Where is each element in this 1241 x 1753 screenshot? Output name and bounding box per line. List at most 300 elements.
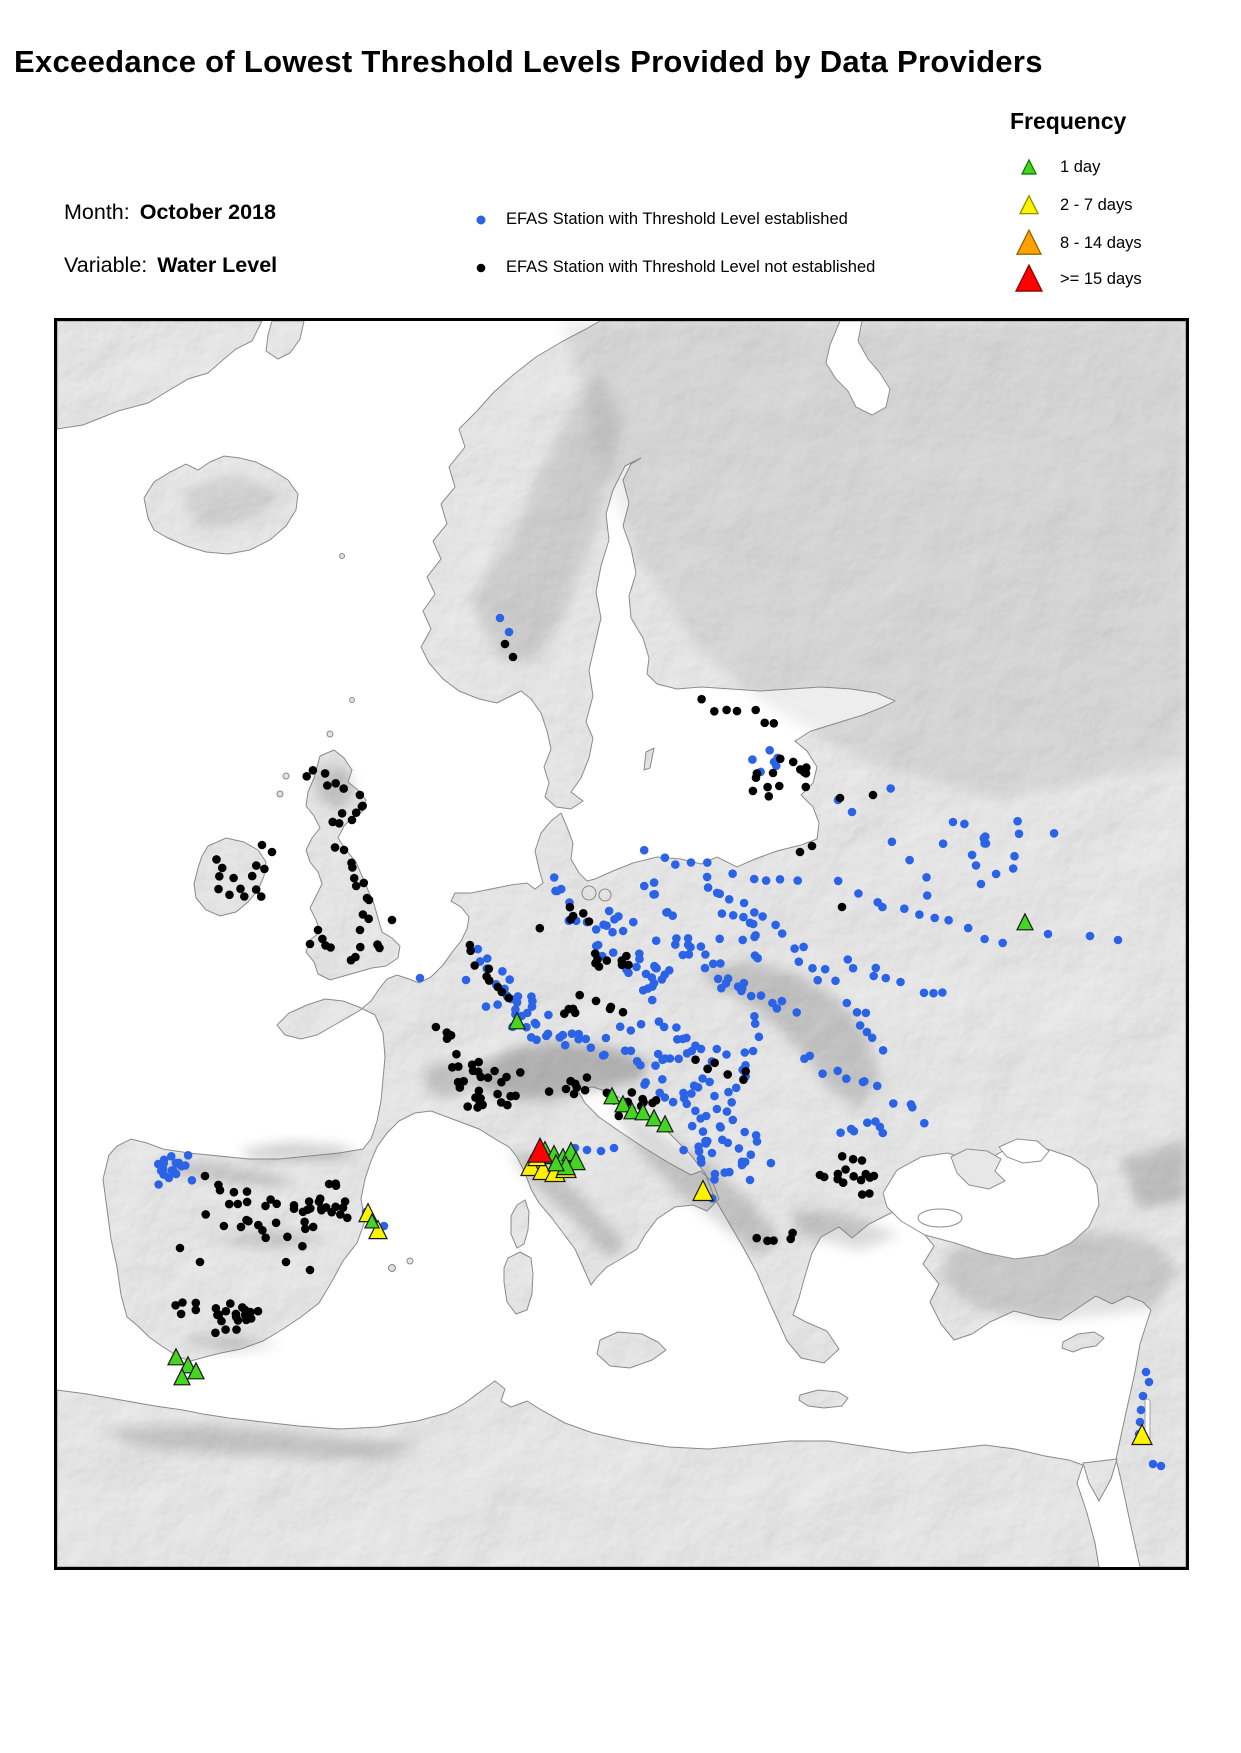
station-dot-established [738, 936, 747, 945]
station-dot-not-established [866, 1173, 875, 1182]
station-dot-not-established [710, 707, 719, 716]
station-dot-not-established [257, 892, 266, 901]
station-dot-established [949, 818, 958, 827]
frequency-item-2-7days [1007, 188, 1132, 222]
station-dot-established [848, 808, 857, 817]
station-dot-established [652, 936, 661, 945]
station-dot-established [685, 950, 694, 959]
station-dot-established [559, 1031, 568, 1040]
legend-station-not-established [470, 254, 875, 280]
station-dot-established [1137, 1406, 1146, 1415]
station-dot-not-established [282, 1258, 291, 1267]
station-dot-established [600, 1051, 609, 1060]
station-dot-established [542, 1032, 551, 1041]
station-dot-not-established [470, 961, 479, 970]
station-dot-not-established [741, 1067, 750, 1076]
station-dot-established [725, 895, 734, 904]
station-dot-established [758, 912, 767, 921]
station-dot-not-established [302, 772, 311, 781]
station-dot-established [493, 1000, 502, 1009]
station-dot-not-established [869, 791, 878, 800]
station-dot-established [704, 883, 713, 892]
legend-station-established-label: EFAS Station with Threshold Level established [506, 209, 848, 228]
station-dot-established [751, 1019, 760, 1028]
station-dot-established [636, 1061, 645, 1070]
station-dot-established [599, 920, 608, 929]
station-dot-established [833, 1067, 842, 1076]
station-dot-established [1013, 817, 1022, 826]
station-dot-not-established [566, 1077, 575, 1086]
station-dot-established [746, 1176, 755, 1185]
station-dot-not-established [583, 1073, 592, 1082]
station-dot-established [834, 877, 843, 886]
station-dot-established [723, 1107, 732, 1116]
station-dot-established [847, 1125, 856, 1134]
station-dot-not-established [328, 818, 337, 827]
station-dot-established [574, 1035, 583, 1044]
orange-triangle-icon [1007, 226, 1051, 260]
station-dot-not-established [314, 926, 323, 935]
station-dot-established [703, 858, 712, 867]
station-dot-established [627, 1026, 636, 1035]
station-dot-not-established [485, 976, 494, 985]
station-dot-not-established [225, 891, 234, 900]
station-dot-established [792, 1008, 801, 1017]
station-dot-established [907, 1100, 916, 1109]
station-dot-not-established [232, 1310, 241, 1319]
month-row [64, 200, 276, 225]
station-dot-established [609, 948, 618, 957]
station-dot-established [749, 1047, 758, 1056]
station-dot-not-established [252, 861, 261, 870]
station-dot-not-established [306, 940, 315, 949]
station-dot-established [690, 1081, 699, 1090]
station-dot-not-established [326, 943, 335, 952]
station-dot-established [889, 1099, 898, 1108]
station-dot-not-established [575, 991, 584, 1000]
blue-dot-icon [470, 206, 492, 232]
station-dot-established [741, 1048, 750, 1057]
station-dot-established [750, 908, 759, 917]
station-dot-established [727, 1098, 736, 1107]
station-dot-established [167, 1166, 176, 1175]
station-dot-not-established [591, 959, 600, 968]
station-dot-not-established [252, 885, 261, 894]
station-dot-established [660, 970, 669, 979]
station-dot-not-established [648, 1099, 657, 1108]
station-dot-established [938, 988, 947, 997]
station-dot-not-established [358, 802, 367, 811]
station-dot-not-established [443, 1034, 452, 1043]
station-dot-not-established [258, 841, 267, 850]
station-dot-established [886, 784, 895, 793]
frequency-item-2-7days-label: 2 - 7 days [1060, 195, 1133, 214]
station-dot-established [753, 954, 762, 963]
station-dot-established [531, 1019, 540, 1028]
station-dot-established [765, 746, 774, 755]
station-dot-established [705, 1078, 714, 1087]
station-dot-established [474, 945, 483, 954]
station-dot-established [964, 924, 973, 933]
station-dot-established [873, 1082, 882, 1091]
station-dot-not-established [230, 1188, 239, 1197]
station-dot-established [629, 918, 638, 927]
station-dot-not-established [272, 1200, 281, 1209]
station-dot-not-established [857, 1176, 866, 1185]
station-dot-not-established [268, 848, 277, 857]
station-dot-established [868, 1034, 877, 1043]
landmass-layer [57, 321, 1186, 1567]
station-dot-established [878, 903, 887, 912]
station-dot-established [853, 1008, 862, 1017]
station-dot-established [720, 1168, 729, 1177]
station-dot-established [773, 1004, 782, 1013]
station-dot-not-established [321, 769, 330, 778]
station-dot-not-established [238, 1303, 247, 1312]
station-dot-not-established [192, 1299, 201, 1308]
red-triangle-icon [1007, 262, 1051, 296]
station-dot-not-established [493, 1090, 502, 1099]
station-dot-not-established [739, 1075, 748, 1084]
station-dot-established [661, 853, 670, 862]
station-dot-not-established [858, 1156, 867, 1165]
station-dot-not-established [502, 1073, 511, 1082]
station-dot-not-established [753, 769, 762, 778]
station-dot-not-established [352, 882, 361, 891]
station-dot-established [699, 1127, 708, 1136]
station-dot-established [831, 977, 840, 986]
station-dot-not-established [232, 1325, 241, 1334]
station-dot-not-established [303, 1205, 312, 1214]
station-dot-established [553, 887, 562, 896]
station-dot-not-established [242, 1316, 251, 1325]
station-dot-established [900, 904, 909, 913]
station-dot-established [856, 1021, 865, 1030]
station-dot-established [750, 1012, 759, 1021]
frequency-item-15days-label: >= 15 days [1060, 269, 1142, 288]
station-dot-established [165, 1174, 174, 1183]
station-dot-established [799, 943, 808, 952]
station-dot-established [482, 1002, 491, 1011]
station-dot-established [977, 880, 986, 889]
station-dot-established [513, 998, 522, 1007]
station-dot-established [724, 1088, 733, 1097]
station-dot-not-established [365, 896, 374, 905]
station-dot-not-established [571, 1009, 580, 1018]
station-dot-established [735, 1144, 744, 1153]
station-dot-established [1142, 1368, 1151, 1377]
station-dot-established [740, 1128, 749, 1137]
frequency-item-1day-label: 1 day [1060, 157, 1101, 176]
station-dot-established [755, 1033, 764, 1042]
station-dot-not-established [301, 1225, 310, 1234]
station-dot-established [920, 1119, 929, 1128]
station-dot-not-established [348, 816, 357, 825]
station-dot-not-established [290, 1201, 299, 1210]
station-dot-established [992, 870, 1001, 879]
station-dot-established [680, 1094, 689, 1103]
station-dot-established [716, 959, 725, 968]
station-dot-established [688, 1122, 697, 1131]
station-dot-not-established [802, 763, 811, 772]
station-dot-established [668, 911, 677, 920]
station-dot-not-established [545, 1087, 554, 1096]
station-dot-established [711, 1170, 720, 1179]
station-dot-not-established [220, 1222, 229, 1231]
station-dot-established [1044, 930, 1053, 939]
month-label: Month: [64, 200, 130, 224]
station-dot-established [920, 989, 929, 998]
station-dot-established [905, 856, 914, 865]
station-dot-established [713, 1105, 722, 1114]
station-dot-not-established [770, 719, 779, 728]
station-dot-not-established [201, 1210, 210, 1219]
station-dot-not-established [201, 1172, 210, 1181]
station-dot-not-established [211, 1329, 220, 1338]
station-dot-established [671, 860, 680, 869]
station-dot-not-established [243, 1198, 252, 1207]
station-dot-not-established [246, 1308, 255, 1317]
station-dot-established [1149, 1460, 1158, 1469]
station-dot-established [651, 1061, 660, 1070]
station-dot-established [738, 984, 747, 993]
station-dot-established [778, 929, 787, 938]
station-dot-established [710, 1092, 719, 1101]
station-dot-established [790, 944, 799, 953]
station-dot-established [532, 1036, 541, 1045]
station-dot-established [732, 1084, 741, 1093]
station-dot-established [854, 889, 863, 898]
station-dot-not-established [364, 915, 373, 924]
variable-label: Variable: [64, 253, 148, 277]
station-dot-not-established [309, 766, 318, 775]
legend-station-not-established-label: EFAS Station with Threshold Level not established [506, 257, 876, 276]
station-dot-established [544, 1011, 553, 1020]
station-dot-established [697, 942, 706, 951]
legend-station-established [470, 206, 848, 232]
station-dot-established [716, 890, 725, 899]
station-dot-not-established [579, 909, 588, 918]
station-dot-not-established [765, 792, 774, 801]
station-dot-not-established [570, 1090, 579, 1099]
station-dot-established [608, 928, 617, 937]
station-dot-established [687, 858, 696, 867]
station-dot-not-established [356, 926, 365, 935]
station-dot-not-established [261, 1234, 270, 1243]
station-dot-not-established [356, 943, 365, 952]
station-dot-established [661, 1093, 670, 1102]
station-dot-not-established [226, 1299, 235, 1308]
station-dot-not-established [242, 1216, 251, 1225]
station-dot-not-established [306, 1266, 315, 1275]
station-dot-not-established [225, 1200, 234, 1209]
station-dot-not-established [606, 1005, 615, 1014]
station-dot-established [682, 1034, 691, 1043]
europe-relief-map [57, 321, 1186, 1567]
station-dot-established [795, 957, 804, 966]
station-dot-not-established [796, 848, 805, 857]
station-dot-established [701, 950, 710, 959]
station-dot-not-established [331, 843, 340, 852]
station-dot-established [896, 978, 905, 987]
station-dot-established [157, 1166, 166, 1175]
station-dot-established [684, 934, 693, 943]
station-dot-not-established [348, 863, 357, 872]
station-dot-established [771, 921, 780, 930]
station-dot-established [715, 935, 724, 944]
station-dot-established [1015, 830, 1024, 839]
station-dot-established [496, 614, 505, 623]
yellow-triangle-icon [1007, 188, 1051, 222]
station-dot-not-established [603, 956, 612, 965]
variable-value: Water Level [157, 253, 278, 277]
station-dot-not-established [178, 1298, 187, 1307]
frequency-legend-title: Frequency [1010, 108, 1127, 134]
station-dot-not-established [432, 1023, 441, 1032]
station-dot-not-established [865, 1189, 874, 1198]
station-dot-not-established [218, 864, 227, 873]
station-dot-not-established [448, 1063, 457, 1072]
station-dot-established [184, 1151, 193, 1160]
station-dot-established [635, 949, 644, 958]
station-dot-established [708, 1149, 717, 1158]
station-dot-established [849, 964, 858, 973]
station-dot-not-established [752, 1234, 761, 1243]
station-dot-not-established [463, 1102, 472, 1111]
station-dot-not-established [749, 787, 758, 796]
station-dot-not-established [849, 1172, 858, 1181]
station-dot-established [1009, 864, 1018, 873]
station-dot-established [648, 982, 657, 991]
station-dot-not-established [336, 1210, 345, 1219]
station-dot-not-established [229, 874, 238, 883]
green-triangle-icon [1007, 150, 1051, 184]
station-dot-established [650, 878, 659, 887]
station-dot-established [747, 1150, 756, 1159]
station-dot-not-established [723, 1070, 732, 1079]
station-dot-not-established [214, 885, 223, 894]
station-dot-not-established [339, 784, 348, 793]
station-dot-established [808, 964, 817, 973]
station-dot-established [498, 967, 507, 976]
station-dot-not-established [221, 1325, 230, 1334]
station-dot-not-established [212, 855, 221, 864]
station-dot-not-established [775, 782, 784, 791]
station-dot-established [972, 861, 981, 870]
station-dot-not-established [471, 1093, 480, 1102]
station-dot-established [748, 755, 757, 764]
station-dot-established [879, 1129, 888, 1138]
station-dot-established [695, 1147, 704, 1156]
station-dot-not-established [474, 1058, 483, 1067]
station-dot-not-established [340, 846, 349, 855]
station-dot-established [862, 1009, 871, 1018]
station-dot-not-established [260, 865, 269, 874]
station-dot-established [624, 969, 633, 978]
station-dot-established [718, 909, 727, 918]
station-dot-not-established [624, 961, 633, 970]
station-dot-not-established [298, 1242, 307, 1251]
station-dot-established [757, 991, 766, 1000]
station-dot-not-established [452, 1050, 461, 1059]
station-dot-established [702, 1112, 711, 1121]
station-dot-established [869, 972, 878, 981]
station-dot-not-established [776, 755, 785, 764]
station-dot-established [1145, 1378, 1154, 1387]
station-dot-established [939, 839, 948, 848]
station-dot-not-established [710, 1059, 719, 1068]
station-dot-not-established [788, 1229, 797, 1238]
station-dot-not-established [733, 707, 742, 716]
station-dot-not-established [350, 874, 359, 883]
station-dot-established [871, 1117, 880, 1126]
station-dot-established [614, 912, 623, 921]
station-dot-established [505, 628, 514, 637]
station-dot-not-established [490, 1067, 499, 1076]
station-dot-established [602, 1034, 611, 1043]
station-dot-not-established [375, 944, 384, 953]
station-dot-established [669, 1098, 678, 1107]
station-dot-not-established [338, 809, 347, 818]
station-dot-not-established [763, 783, 772, 792]
station-dot-established [722, 1050, 731, 1059]
station-dot-established [821, 965, 830, 974]
station-dot-established [462, 976, 471, 985]
station-dot-established [713, 1045, 722, 1054]
station-dot-established [592, 942, 601, 951]
frequency-item-1day [1007, 150, 1100, 184]
station-dot-established [1114, 936, 1123, 945]
station-dot-not-established [352, 808, 361, 817]
station-dot-established [793, 876, 802, 885]
station-dot-established [860, 1077, 869, 1086]
station-dot-established [740, 899, 749, 908]
station-dot-established [592, 925, 601, 934]
station-dot-established [716, 1122, 725, 1131]
station-dot-not-established [808, 842, 817, 851]
station-dot-not-established [388, 916, 397, 925]
station-dot-not-established [243, 1187, 252, 1196]
station-dot-not-established [248, 872, 257, 881]
station-dot-not-established [332, 1181, 341, 1190]
station-dot-established [632, 963, 641, 972]
station-dot-established [640, 882, 649, 891]
station-dot-not-established [331, 1203, 340, 1212]
station-dot-established [728, 869, 737, 878]
station-dot-established [746, 919, 755, 928]
station-dot-established [722, 979, 731, 988]
station-dot-established [505, 975, 514, 984]
station-dot-established [750, 875, 759, 884]
station-dot-established [610, 1144, 619, 1153]
station-dot-established [1136, 1418, 1145, 1427]
station-dot-established [872, 964, 881, 973]
station-dot-established [944, 916, 953, 925]
station-dot-established [154, 1180, 163, 1189]
station-dot-not-established [509, 653, 518, 662]
station-dot-not-established [581, 1086, 590, 1095]
station-dot-not-established [177, 1310, 186, 1319]
station-dot-not-established [484, 1073, 493, 1082]
station-dot-not-established [592, 997, 601, 1006]
station-dot-not-established [566, 915, 575, 924]
station-dot-not-established [309, 1223, 318, 1232]
frequency-item-15days [1007, 262, 1142, 296]
station-dot-established [818, 1069, 827, 1078]
station-dot-established [863, 1118, 872, 1127]
variable-row [64, 253, 277, 278]
station-dot-established [753, 1137, 762, 1146]
